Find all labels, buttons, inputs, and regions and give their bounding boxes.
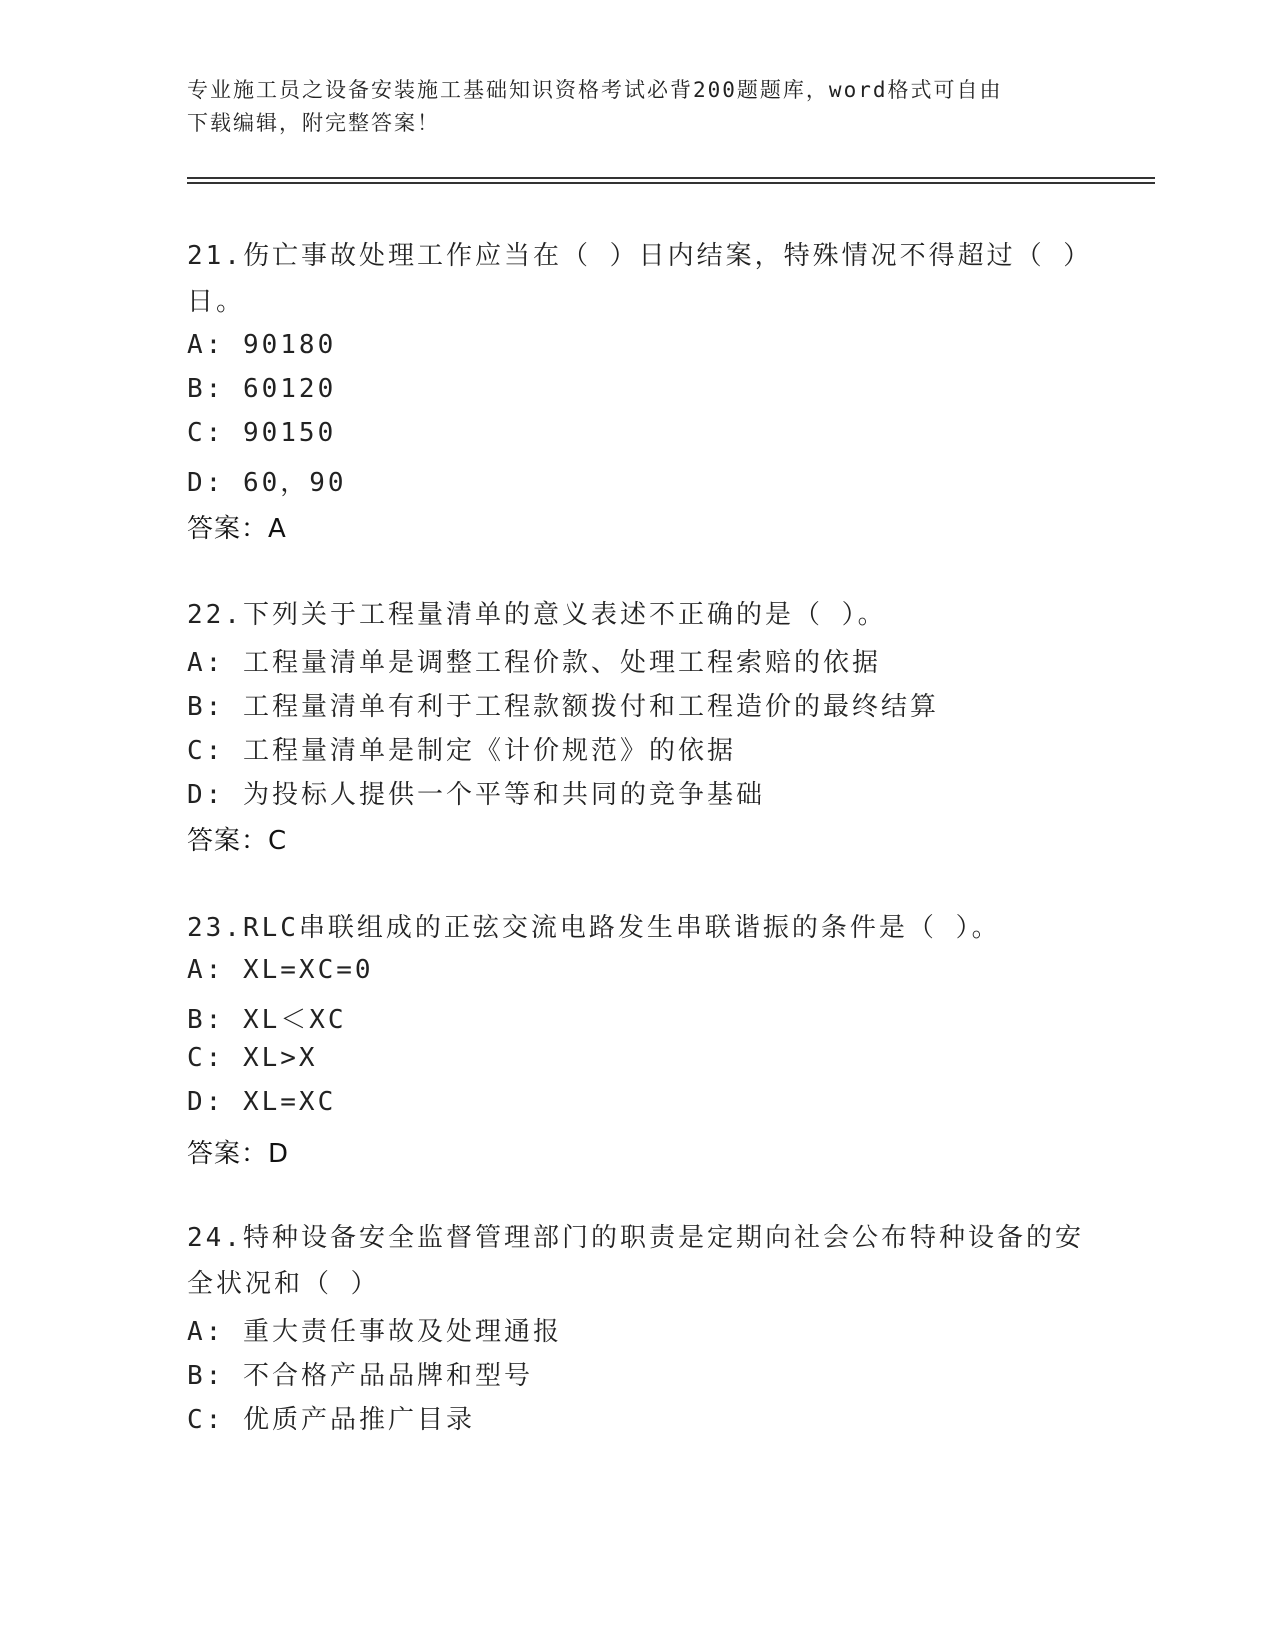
question-22-stem: 22.下列关于工程量清单的意义表述不正确的是（ ）。 xyxy=(187,600,887,630)
document-header xyxy=(187,74,1087,140)
question-23-option-b: B: XL＜XC xyxy=(187,1005,347,1035)
question-23-option-c: C: XL>X xyxy=(187,1043,318,1073)
question-21-option-d: D: 60，90 xyxy=(187,468,347,498)
header-line-2: 下载编辑，附完整答案！ xyxy=(187,111,440,135)
header-line-1: 专业施工员之设备安装施工基础知识资格考试必背200题题库，word格式可自由 xyxy=(187,78,1003,102)
question-21-option-a: A: 90180 xyxy=(187,330,337,360)
question-21-answer: 答案：A xyxy=(187,514,287,544)
question-21-option-b: B: 60120 xyxy=(187,374,337,404)
question-24-stem: 24.特种设备安全监督管理部门的职责是定期向社会公布特种设备的安全状况和（ ） xyxy=(187,1223,1084,1299)
question-22-option-b: B: 工程量清单有利于工程款额拨付和工程造价的最终结算 xyxy=(187,692,939,722)
question-23-answer: 答案：D xyxy=(187,1139,290,1169)
question-24-option-a: A: 重大责任事故及处理通报 xyxy=(187,1317,562,1347)
question-22-option-d: D: 为投标人提供一个平等和共同的竞争基础 xyxy=(187,780,765,810)
question-23-option-d: D: XL=XC xyxy=(187,1087,337,1117)
header-divider-top xyxy=(187,177,1155,179)
question-22-answer: 答案：C xyxy=(187,826,288,856)
question-23-option-a: A: XL=XC=0 xyxy=(187,955,374,985)
question-24-option-c: C: 优质产品推广目录 xyxy=(187,1405,475,1435)
question-22-option-c: C: 工程量清单是制定《计价规范》的依据 xyxy=(187,736,736,766)
question-22-option-a: A: 工程量清单是调整工程价款、处理工程索赔的依据 xyxy=(187,648,881,678)
question-21-stem: 21.伤亡事故处理工作应当在（ ）日内结案，特殊情况不得超过（ ）日。 xyxy=(187,241,1080,317)
question-24-option-b: B: 不合格产品品牌和型号 xyxy=(187,1361,533,1391)
header-divider-bottom xyxy=(187,182,1155,184)
question-23-stem: 23.RLC串联组成的正弦交流电路发生串联谐振的条件是（ ）。 xyxy=(187,913,1001,943)
question-21-option-c: C: 90150 xyxy=(187,418,337,448)
